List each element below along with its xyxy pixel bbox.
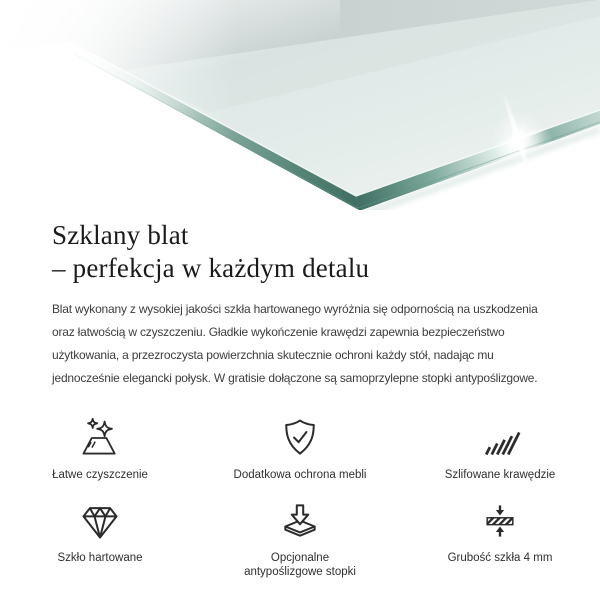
feature-label: Szkło hartowane [57, 551, 143, 564]
shield-check-icon [277, 414, 323, 460]
feature-glass-thickness [400, 497, 600, 580]
feature-easy-cleaning [0, 414, 200, 483]
feature-furniture-protection [200, 414, 400, 483]
feature-polished-edges [400, 414, 600, 483]
hero-image [0, 0, 600, 210]
page-title-line2: – perfekcja w każdym detalu [52, 253, 370, 283]
glass-panel-photo [0, 0, 600, 210]
feature-label: Opcjonalne antypoślizgowe stopki [244, 551, 356, 578]
feature-label: Szlifowane krawędzie [444, 469, 556, 481]
page-title-line1: Szklany blat [52, 220, 189, 250]
feature-label: Dodatkowa ochrona mebli [233, 469, 367, 481]
diamond-icon [77, 497, 123, 543]
page-title [52, 219, 548, 285]
feature-label: Łatwe czyszczenie [52, 469, 148, 481]
feature-tempered-glass [0, 497, 200, 580]
product-description: Blat wykonany z wysokiej jakości szkła hartowanego wyróżnia się odpornością na uszkodzenia oraz łatwością w czyszczeniu. Gładkie wykończenie krawędzi zapewnia bezpieczeństwo użytkowania, a przezroczysta powierzchnia skutecznie ochroni każdy stół, nadając mu jednocześnie elegancki połysk. W gratisie dołączone są samoprzylepne stopki antypoślizgowe. [52, 302, 538, 385]
anti-slip-feet-icon [277, 497, 323, 543]
glass-thickness-icon [477, 497, 523, 543]
content-section [0, 219, 600, 580]
sparkle-clean-icon [77, 414, 123, 460]
feature-anti-slip-feet [200, 497, 400, 580]
feature-label: Grubość szkła 4 mm [447, 551, 553, 564]
features-grid [0, 414, 600, 580]
polished-edges-icon [477, 414, 523, 460]
